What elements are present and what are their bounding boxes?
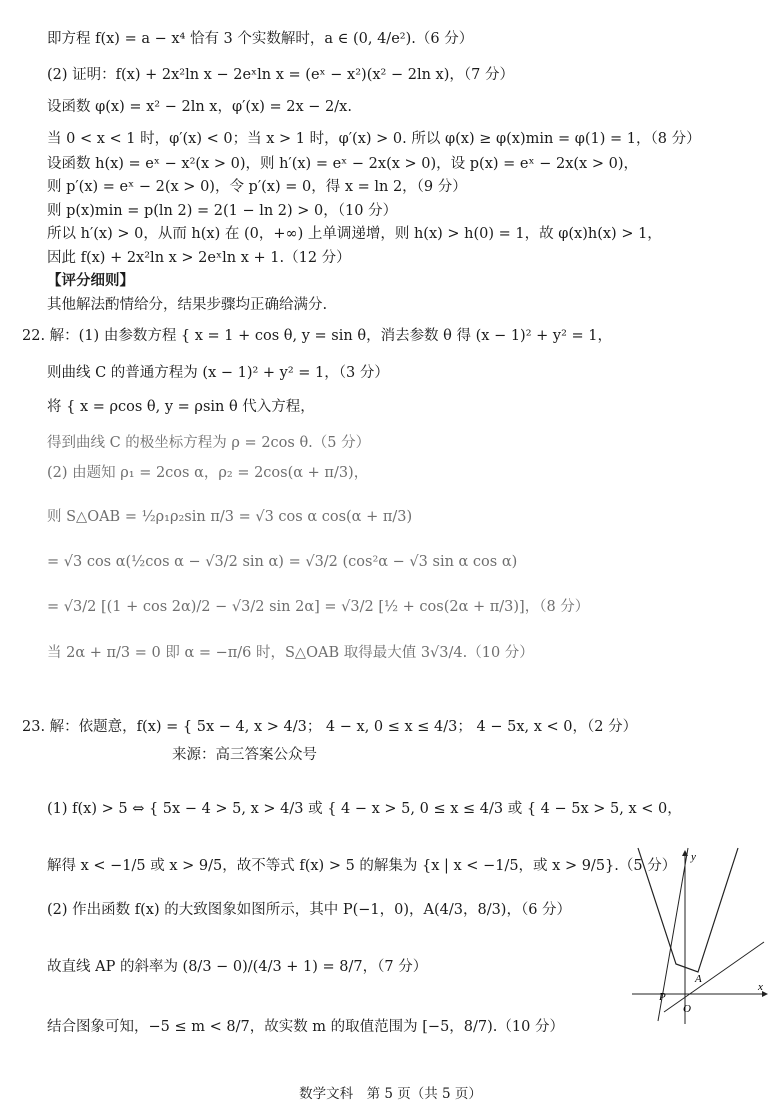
text-line: 结合图象可知，−5 ≤ m < 8/7，故实数 m 的取值范围为 [−5，8/7).（10 分） (47, 1019, 564, 1035)
function-curve (638, 848, 738, 972)
line-ap (664, 942, 764, 1012)
x-axis-label: x (758, 981, 763, 993)
text-line: 解得 x < −1/5 或 x > 9/5，故不等式 f(x) > 5 的解集为 {x | x < −1/5，或 x > 9/5}.（5 分） (47, 858, 677, 874)
text-line: (1) f(x) > 5 ⇔ { 5x − 4 > 5, x > 4/3 或 { 4 − x > 5, 0 ≤ x ≤ 4/3 或 { 4 − 5x > 5, x < 0， (47, 801, 682, 817)
text-line: 22. 解：(1) 由参数方程 { x = 1 + cos θ, y = sin θ，消去参数 θ 得 (x − 1)² + y² = 1， (22, 328, 612, 344)
text-line: 因此 f(x) + 2x²ln x > 2eˣln x + 1.（12 分） (47, 250, 351, 266)
text-line: 故直线 AP 的斜率为 (8/3 − 0)/(4/3 + 1) = 8/7，（7 分） (47, 959, 428, 975)
text-line: = √3 cos α(½cos α − √3/2 sin α) = √3/2 (cos²α − √3 sin α cos α) (47, 554, 518, 570)
watermark-text: 来源：高三答案公众号 (172, 747, 317, 763)
y-axis-label: y (691, 851, 696, 863)
text-line: 当 2α + π/3 = 0 即 α = −π/6 时，S△OAB 取得最大值 3√3/4.（10 分） (47, 645, 534, 661)
text-line: 则 p′(x) = eˣ − 2(x > 0)，令 p′(x) = 0，得 x = ln 2，（9 分） (47, 179, 467, 195)
section-heading: 【评分细则】 (47, 272, 134, 289)
x-axis-arrow (762, 991, 768, 997)
point-p-label: P (659, 991, 666, 1003)
page-footer: 数学文科 第 5 页（共 5 页） (299, 1086, 482, 1102)
origin-label: O (683, 1003, 691, 1015)
text-line: 23. 解：依题意，f(x) = { 5x − 4, x > 4/3； 4 − x, 0 ≤ x ≤ 4/3； 4 − 5x, x < 0，（2 分） (22, 719, 638, 735)
text-line: 得到曲线 C 的极坐标方程为 ρ = 2cos θ.（5 分） (47, 435, 371, 451)
text-line: 所以 h′(x) > 0，从而 h(x) 在 (0，+∞) 上单调递增，则 h(x) > h(0) = 1，故 φ(x)h(x) > 1， (47, 226, 662, 242)
text-line: 当 0 < x < 1 时，φ′(x) < 0；当 x > 1 时，φ′(x) > 0. 所以 φ(x) ≥ φ(x)min = φ(1) = 1，（8 分） (47, 131, 701, 147)
function-graph (628, 846, 768, 1026)
text-line: (2) 由题知 ρ₁ = 2cos α，ρ₂ = 2cos(α + π/3)， (47, 465, 369, 481)
text-line: (2) 证明：f(x) + 2x²ln x − 2eˣln x = (eˣ − x²)(x² − 2ln x)，（7 分） (47, 67, 514, 83)
text-line: 则曲线 C 的普通方程为 (x − 1)² + y² = 1，（3 分） (47, 365, 389, 381)
text-line: 其他解法酌情给分，结果步骤均正确给满分. (47, 297, 328, 313)
text-line: 则 S△OAB = ½ρ₁ρ₂sin π/3 = √3 cos α cos(α + π/3) (47, 509, 413, 525)
text-line: 设函数 φ(x) = x² − 2ln x，φ′(x) = 2x − 2/x. (47, 99, 352, 115)
point-a-label: A (695, 973, 702, 985)
text-line: = √3/2 [(1 + cos 2α)/2 − √3/2 sin 2α] = √3/2 [½ + cos(2α + π/3)]，（8 分） (47, 599, 590, 615)
text-line: 则 p(x)min = p(ln 2) = 2(1 − ln 2) > 0，（10 分） (47, 203, 398, 219)
text-line: 将 { x = ρcos θ, y = ρsin θ 代入方程， (47, 399, 315, 415)
text-line: (2) 作出函数 f(x) 的大致图象如图所示，其中 P(−1，0)，A(4/3，8/3)，（6 分） (47, 902, 572, 918)
text-line: 设函数 h(x) = eˣ − x²(x > 0)，则 h′(x) = eˣ − 2x(x > 0)，设 p(x) = eˣ − 2x(x > 0)， (47, 156, 638, 172)
text-line: 即方程 f(x) = a − x⁴ 恰有 3 个实数解时，a ∈ (0, 4/e²).（6 分） (47, 31, 474, 47)
